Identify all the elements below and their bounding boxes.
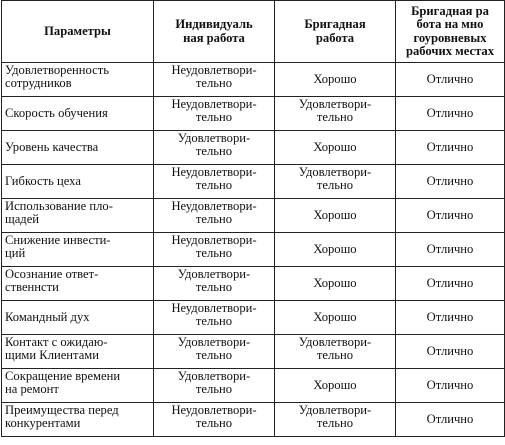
cell-multilevel bbox=[396, 165, 505, 199]
header-parameters-text: Параметры bbox=[44, 23, 111, 38]
cell-multilevel bbox=[396, 267, 505, 301]
cell-multilevel bbox=[396, 131, 505, 165]
cell-individual-text: Неудовлетвори- тельно bbox=[171, 403, 257, 431]
table-row bbox=[2, 131, 505, 165]
table-header bbox=[2, 1, 505, 63]
cell-multilevel bbox=[396, 369, 505, 403]
cell-individual-text: Неудовлетвори- тельно bbox=[171, 97, 257, 125]
table-row bbox=[2, 335, 505, 369]
table-row bbox=[2, 199, 505, 233]
cell-param bbox=[2, 369, 154, 403]
cell-individual bbox=[154, 369, 275, 403]
cell-individual-text: Удовлетвори- тельно bbox=[177, 267, 251, 295]
cell-individual bbox=[154, 403, 275, 437]
header-parameters bbox=[2, 1, 154, 63]
cell-individual bbox=[154, 267, 275, 301]
header-individual-work-text: Индивидуаль ная работа bbox=[175, 17, 253, 45]
header-brigade-work-text: Бригадная работа bbox=[304, 17, 366, 45]
cell-param bbox=[2, 301, 154, 335]
cell-multilevel bbox=[396, 403, 505, 437]
cell-param-text: Командный дух bbox=[5, 309, 90, 324]
cell-individual-text: Удовлетвори- тельно bbox=[177, 131, 251, 159]
cell-param-text: Контакт с ожидаю- щими Клиентами bbox=[5, 335, 108, 363]
header-row bbox=[2, 1, 505, 63]
cell-brigade-text: Удовлетвори- тельно bbox=[298, 335, 372, 363]
cell-individual-text: Неудовлетвори- тельно bbox=[171, 165, 257, 193]
cell-multilevel-text: Отлично bbox=[426, 105, 474, 120]
comparison-table bbox=[1, 0, 505, 437]
cell-individual-text: Неудовлетвори- тельно bbox=[171, 301, 257, 329]
table-row bbox=[2, 97, 505, 131]
cell-brigade-text: Хорошо bbox=[313, 377, 357, 392]
table-row bbox=[2, 301, 505, 335]
cell-multilevel-text: Отлично bbox=[426, 411, 474, 426]
table-row bbox=[2, 233, 505, 267]
cell-brigade bbox=[275, 233, 396, 267]
cell-brigade bbox=[275, 335, 396, 369]
cell-individual bbox=[154, 233, 275, 267]
cell-brigade-text: Удовлетвори- тельно bbox=[298, 97, 372, 125]
cell-param-text: Снижение инвести- ций bbox=[5, 233, 111, 261]
cell-individual-text: Неудовлетвори- тельно bbox=[171, 233, 257, 261]
cell-multilevel-text: Отлично bbox=[426, 309, 474, 324]
cell-param bbox=[2, 233, 154, 267]
cell-multilevel bbox=[396, 63, 505, 97]
cell-param bbox=[2, 267, 154, 301]
cell-individual-text: Удовлетвори- тельно bbox=[177, 335, 251, 363]
cell-multilevel bbox=[396, 199, 505, 233]
cell-brigade bbox=[275, 165, 396, 199]
cell-brigade bbox=[275, 403, 396, 437]
cell-param-text: Удовлетворенность сотрудников bbox=[5, 63, 109, 91]
cell-brigade-text: Удовлетвори- тельно bbox=[298, 165, 372, 193]
cell-param bbox=[2, 335, 154, 369]
cell-individual bbox=[154, 335, 275, 369]
cell-brigade-text: Хорошо bbox=[313, 309, 357, 324]
cell-param bbox=[2, 63, 154, 97]
cell-individual bbox=[154, 131, 275, 165]
cell-param bbox=[2, 403, 154, 437]
cell-brigade-text: Хорошо bbox=[313, 139, 357, 154]
cell-individual bbox=[154, 199, 275, 233]
cell-brigade-text: Удовлетвори- тельно bbox=[298, 403, 372, 431]
cell-multilevel-text: Отлично bbox=[426, 241, 474, 256]
cell-brigade bbox=[275, 199, 396, 233]
cell-param-text: Осознание ответ- ственнсти bbox=[5, 267, 99, 295]
table-row bbox=[2, 369, 505, 403]
cell-brigade bbox=[275, 301, 396, 335]
table-body bbox=[2, 63, 505, 437]
cell-param-text: Уровень качества bbox=[5, 139, 99, 154]
cell-param-text: Скорость обучения bbox=[5, 105, 108, 120]
cell-multilevel-text: Отлично bbox=[426, 139, 474, 154]
cell-multilevel-text: Отлично bbox=[426, 275, 474, 290]
cell-multilevel-text: Отлично bbox=[426, 343, 474, 358]
cell-brigade-text: Хорошо bbox=[313, 241, 357, 256]
cell-multilevel bbox=[396, 301, 505, 335]
cell-param bbox=[2, 97, 154, 131]
cell-multilevel bbox=[396, 233, 505, 267]
cell-brigade-text: Хорошо bbox=[313, 71, 357, 86]
header-multilevel-brigade-work bbox=[396, 1, 505, 63]
cell-individual bbox=[154, 97, 275, 131]
table-row bbox=[2, 403, 505, 437]
cell-brigade bbox=[275, 63, 396, 97]
cell-brigade bbox=[275, 267, 396, 301]
header-brigade-work bbox=[275, 1, 396, 63]
cell-param-text: Сокращение времени на ремонт bbox=[5, 369, 121, 397]
cell-param bbox=[2, 165, 154, 199]
cell-param-text: Использование пло- щадей bbox=[5, 199, 113, 227]
cell-multilevel-text: Отлично bbox=[426, 71, 474, 86]
table-row bbox=[2, 267, 505, 301]
cell-individual-text: Неудовлетвори- тельно bbox=[171, 63, 257, 91]
cell-multilevel-text: Отлично bbox=[426, 377, 474, 392]
cell-param-text: Гибкость цеха bbox=[5, 173, 81, 188]
cell-param-text: Преимущества перед конкурентами bbox=[5, 403, 119, 431]
header-multilevel-brigade-work-text: Бригадная ра бота на мно гоуровневых рабочих местах bbox=[405, 3, 495, 58]
cell-brigade bbox=[275, 97, 396, 131]
cell-brigade bbox=[275, 369, 396, 403]
cell-brigade-text: Хорошо bbox=[313, 207, 357, 222]
cell-param bbox=[2, 199, 154, 233]
cell-individual bbox=[154, 63, 275, 97]
cell-multilevel bbox=[396, 335, 505, 369]
header-individual-work bbox=[154, 1, 275, 63]
cell-param bbox=[2, 131, 154, 165]
cell-brigade bbox=[275, 131, 396, 165]
cell-multilevel-text: Отлично bbox=[426, 207, 474, 222]
cell-individual bbox=[154, 301, 275, 335]
cell-brigade-text: Хорошо bbox=[313, 275, 357, 290]
cell-individual-text: Неудовлетвори- тельно bbox=[171, 199, 257, 227]
cell-multilevel-text: Отлично bbox=[426, 173, 474, 188]
cell-multilevel bbox=[396, 97, 505, 131]
table-row bbox=[2, 165, 505, 199]
cell-individual-text: Удовлетвори- тельно bbox=[177, 369, 251, 397]
cell-individual bbox=[154, 165, 275, 199]
table-row bbox=[2, 63, 505, 97]
